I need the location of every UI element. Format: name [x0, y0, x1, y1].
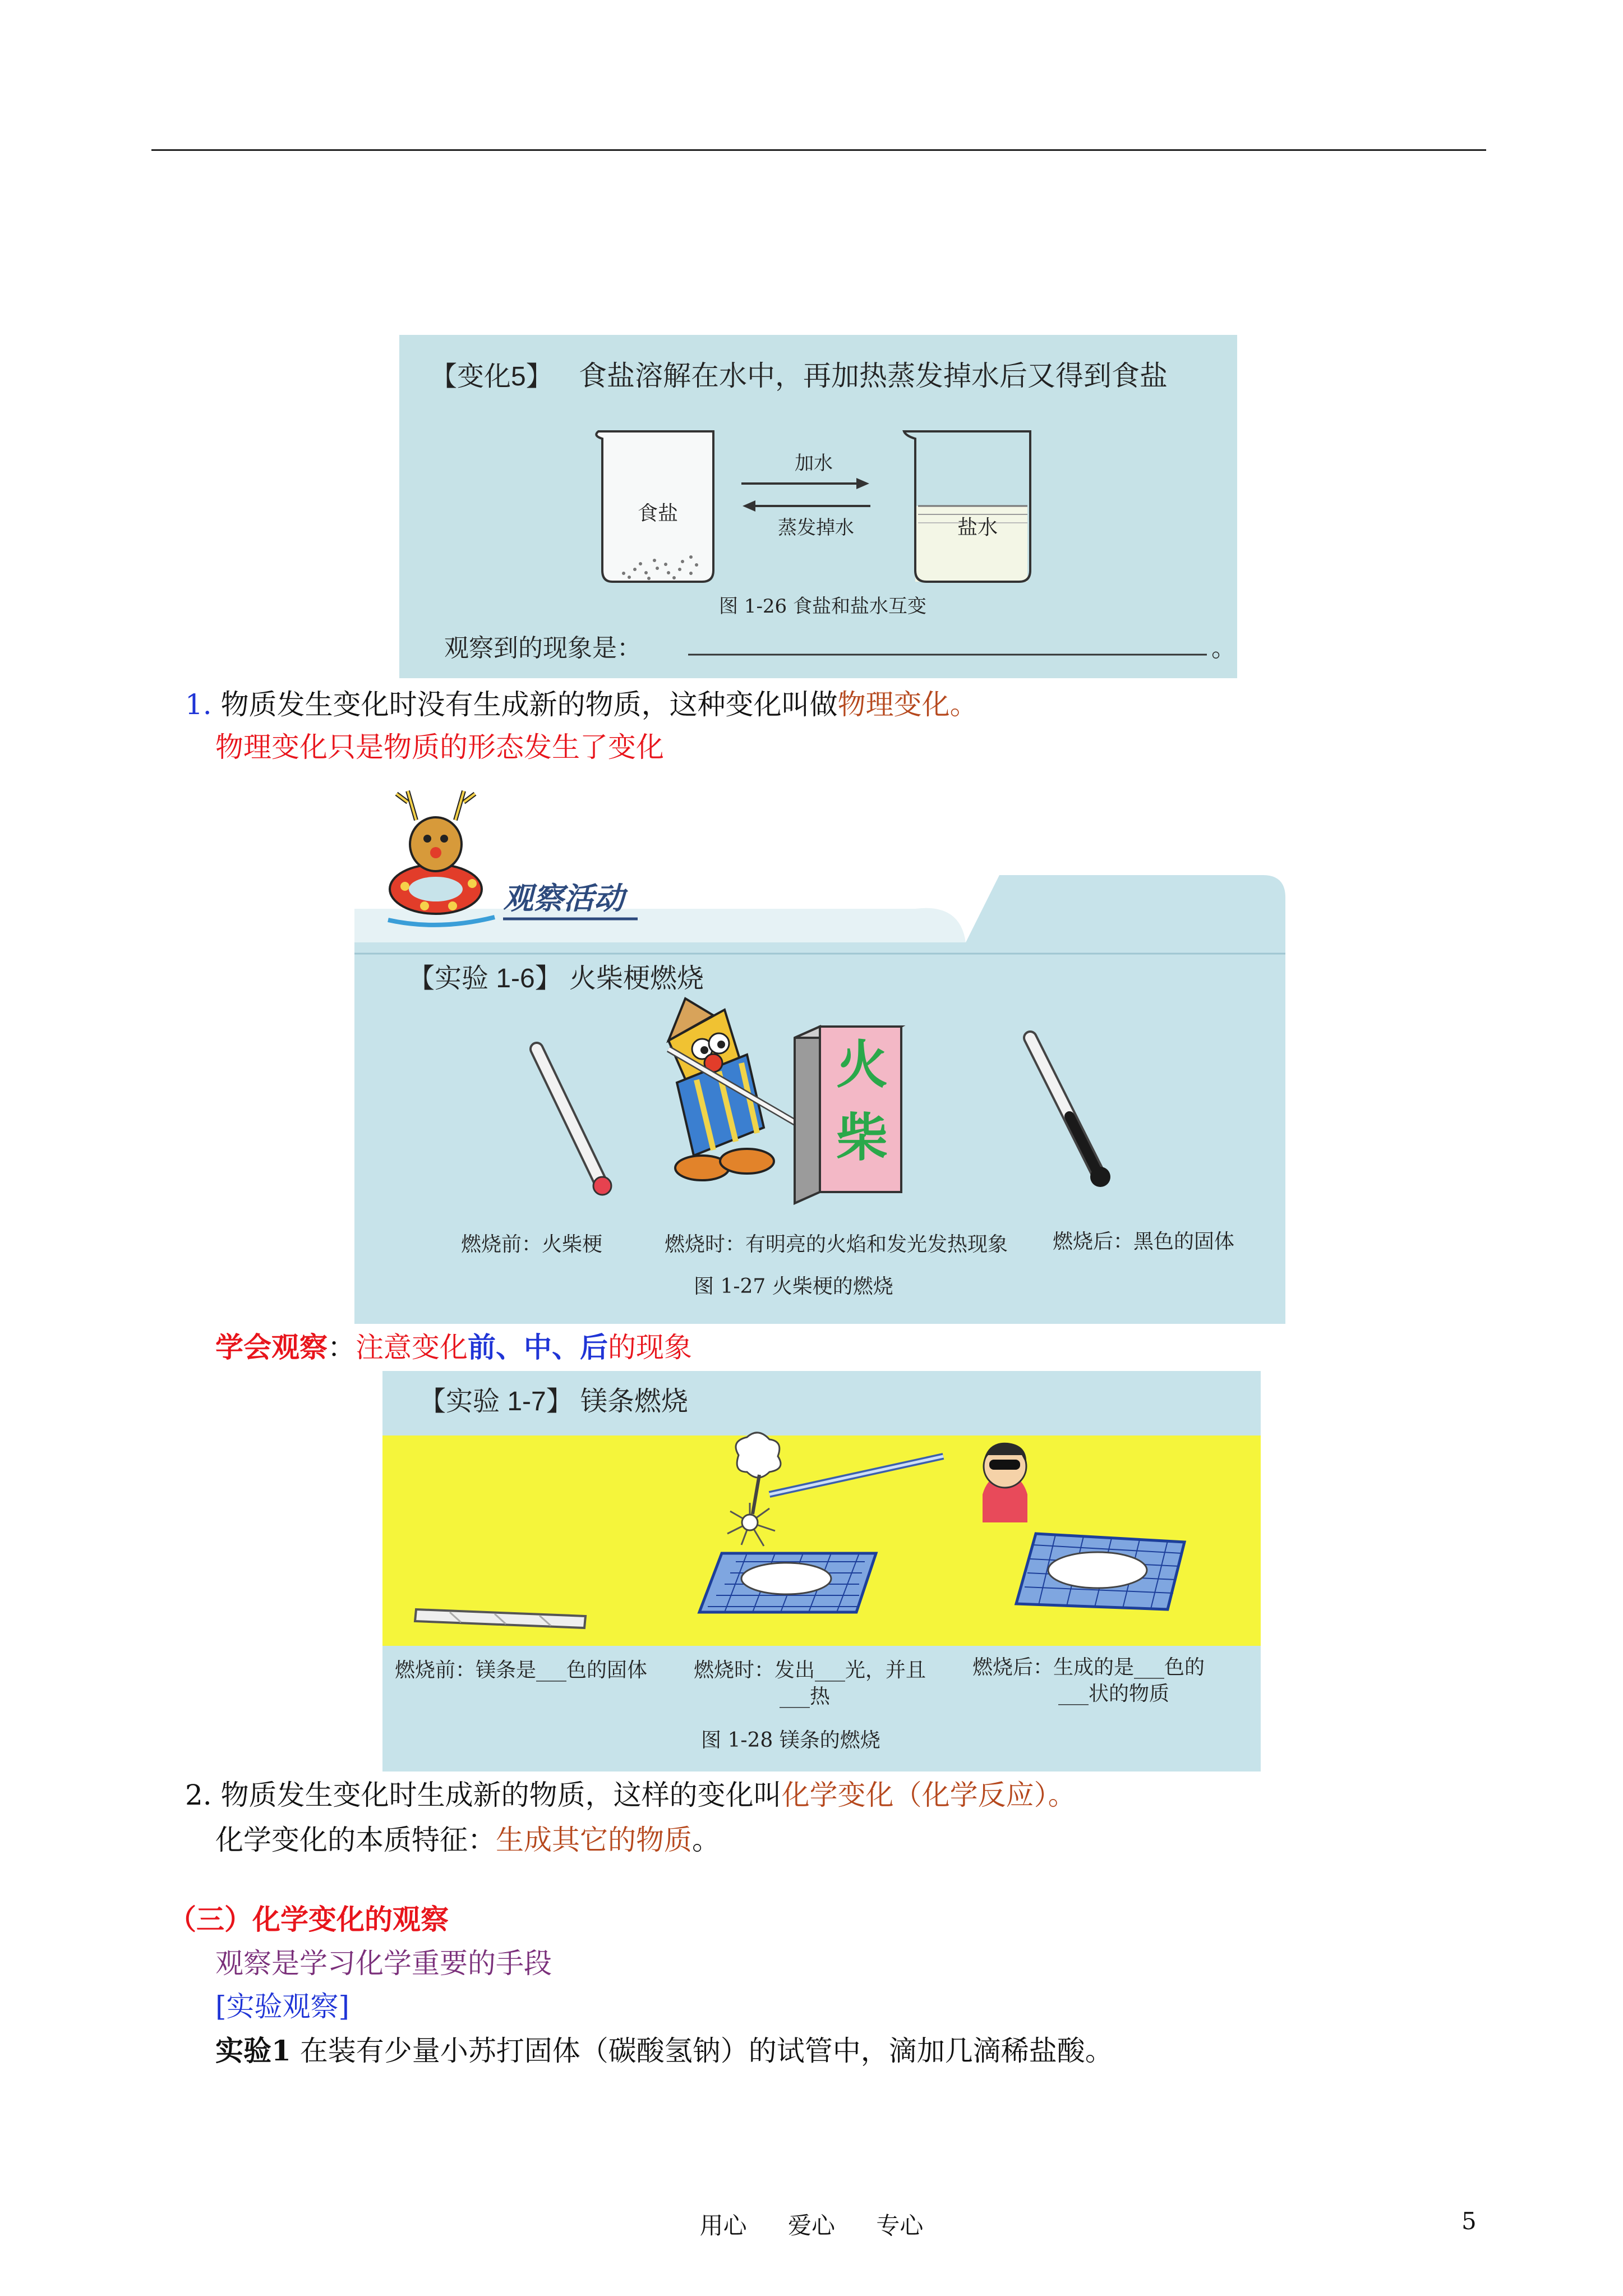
p2-feature-label: 化学变化的本质特征： [215, 1824, 496, 1856]
header-rule [151, 149, 1486, 151]
beaker-left-label: 食盐 [638, 502, 679, 525]
footer-item: 爱心 [787, 2212, 835, 2239]
page-footer [0, 2207, 1623, 2241]
fig1-observe-end: 。 [1211, 634, 1236, 662]
wire-gauze-product-icon [1016, 1534, 1184, 1609]
beaker-right-label: 盐水 [957, 516, 998, 539]
matchbox-text-2: 柴 [836, 1110, 888, 1167]
observe-tip-text1: 注意变化 [356, 1331, 468, 1364]
p1-term: 物理变化。 [837, 688, 978, 721]
fig3-label-after-1: 燃烧后：生成的是___色的 [972, 1656, 1205, 1679]
observe-tip [215, 1331, 692, 1364]
fig2-experiment: 【实验 1-6】 火柴梗燃烧 [408, 964, 704, 993]
p2-term: 化学变化（化学反应）。 [781, 1779, 1076, 1811]
page-number: 5 [1461, 2207, 1477, 2235]
fig1-observe-prompt: 观察到的现象是： [444, 634, 642, 662]
p2-number: 2. [185, 1779, 212, 1811]
fig2-label-before: 燃烧前：火柴梗 [461, 1233, 603, 1256]
p1-text: 物质发生变化时没有生成新的物质，这种变化叫做 [220, 688, 838, 721]
observe-tip-keywords: 前、中、后 [468, 1331, 608, 1364]
beaker-salt [596, 431, 713, 582]
section3-heading: （三）化学变化的观察 [168, 1903, 449, 1936]
p2-feature: 生成其它的物质 [496, 1824, 692, 1856]
fig3-caption: 图 1-28 镁条的燃烧 [701, 1729, 880, 1752]
matchbox-text-1: 火 [836, 1037, 888, 1094]
fig2-caption: 图 1-27 火柴梗的燃烧 [694, 1275, 893, 1298]
fig2-label-during: 燃烧时：有明亮的火焰和发光发热现象 [665, 1233, 1008, 1256]
p2-feature-line [215, 1823, 720, 1857]
fig3-label-before: 燃烧前：镁条是___色的固体 [395, 1659, 648, 1682]
fig1-title: 食盐溶解在水中，再加热蒸发掉水后又得到食盐 [579, 360, 1168, 392]
fig1-title-tag: 【变化5】 [430, 362, 553, 392]
footer-item: 专心 [876, 2212, 924, 2239]
section3-experiment-1 [215, 2034, 1113, 2068]
exp1-label: 实验 [215, 2034, 271, 2067]
fig3-experiment: 【实验 1-7】 镁条燃烧 [419, 1387, 689, 1416]
person-goggles-icon [983, 1443, 1027, 1522]
fig3-label-during-2: ___热 [780, 1685, 831, 1708]
arrow-bottom-label: 蒸发掉水 [778, 517, 854, 539]
observe-tip-label: 学会观察 [215, 1331, 328, 1364]
figure-magnesium-burning [382, 1371, 1261, 1772]
figure-match-burning [354, 769, 1285, 1324]
paragraph-chemical-change [185, 1778, 1076, 1812]
wire-gauze-icon [699, 1553, 876, 1612]
section3-bracket: [实验观察] [215, 1990, 350, 2023]
fig3-label-during-1: 燃烧时：发出___光，并且 [694, 1659, 926, 1682]
fig1-caption: 图 1-26 食盐和盐水互变 [719, 595, 926, 618]
paragraph-physical-change [185, 688, 978, 721]
fig2-banner: 观察活动 [503, 882, 624, 915]
exp1-text: 在装有少量小苏打固体（碳酸氢钠）的试管中，滴加几滴稀盐酸。 [299, 2035, 1113, 2067]
footer-item: 用心 [699, 2212, 747, 2239]
matchbox-icon [795, 1027, 901, 1203]
figure-salt-water [399, 335, 1237, 678]
exp1-number: 1 [271, 2034, 291, 2067]
fig2-label-after: 燃烧后：黑色的固体 [1053, 1230, 1235, 1253]
fig3-label-after-2: ___状的物质 [1058, 1682, 1170, 1705]
p1-note: 物理变化只是物质的形态发生了变化 [215, 731, 664, 763]
p2-text: 物质发生变化时生成新的物质，这样的变化叫 [220, 1779, 782, 1811]
section3-subtitle: 观察是学习化学重要的手段 [215, 1947, 552, 1980]
p2-feature-end: 。 [692, 1824, 720, 1856]
p1-number: 1. [185, 688, 212, 721]
observe-tip-text2: 的现象 [608, 1331, 692, 1364]
observe-tip-colon: ： [328, 1331, 356, 1364]
arrow-top-label: 加水 [795, 452, 833, 475]
